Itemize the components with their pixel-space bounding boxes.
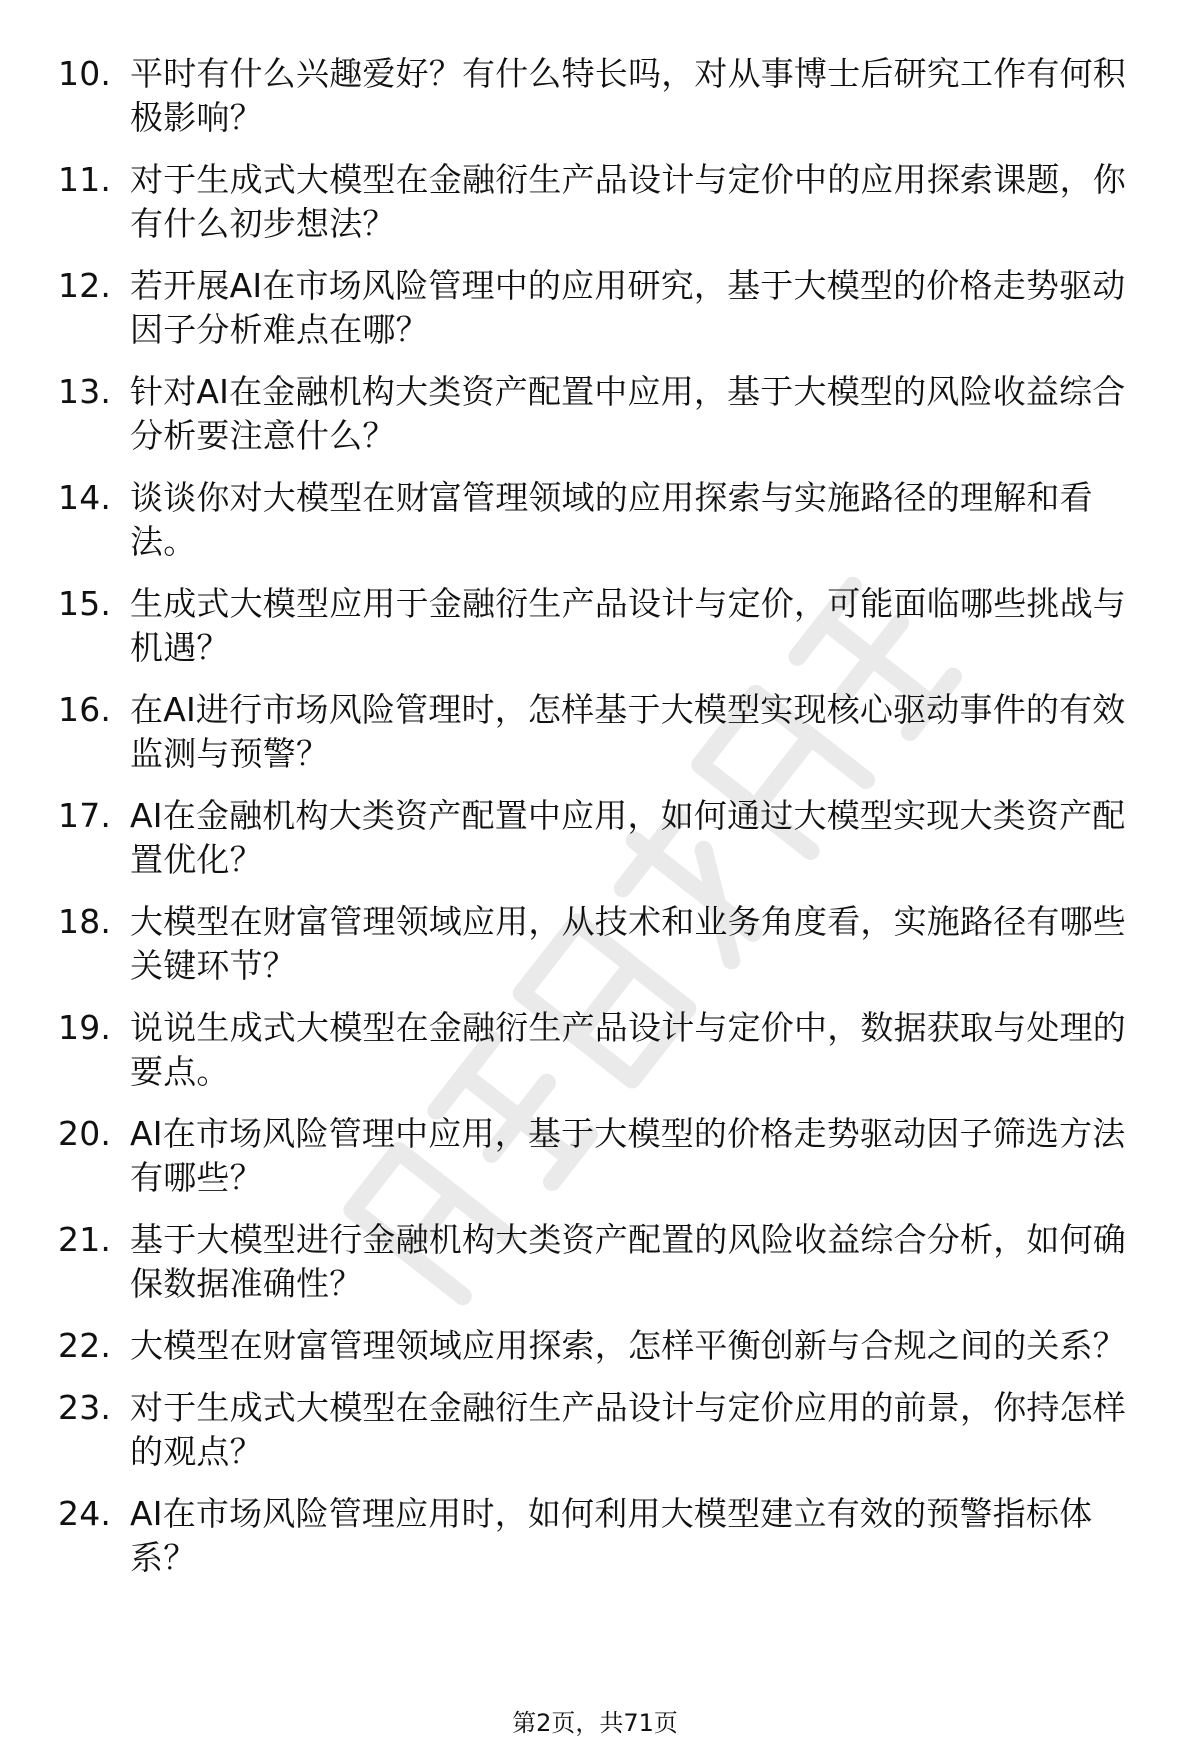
question-text: 说说生成式大模型在金融衍生产品设计与定价中，数据获取与处理的要点。 [130,1008,1126,1091]
question-number: 11. [58,160,112,199]
question-text: AI在市场风险管理应用时，如何利用大模型建立有效的预警指标体系？ [130,1494,1093,1577]
list-item [58,1492,1148,1580]
list-item [58,264,1148,352]
list-item [58,158,1148,246]
list-item [58,794,1148,882]
question-text: 对于生成式大模型在金融衍生产品设计与定价应用的前景，你持怎样的观点？ [130,1388,1126,1471]
question-text: 平时有什么兴趣爱好？有什么特长吗，对从事博士后研究工作有何积极影响？ [130,54,1126,137]
list-item [58,476,1148,564]
question-number: 14. [58,478,112,517]
question-number: 15. [58,584,112,623]
list-item [58,1386,1148,1474]
question-list [58,52,1148,1598]
question-text: 谈谈你对大模型在财富管理领域的应用探索与实施路径的理解和看法。 [130,478,1093,561]
question-number: 22. [58,1326,112,1365]
list-item [58,688,1148,776]
question-text: 基于大模型进行金融机构大类资产配置的风险收益综合分析，如何确保数据准确性？ [130,1220,1126,1303]
question-number: 10. [58,54,112,93]
list-item [58,1112,1148,1200]
question-number: 12. [58,266,112,305]
question-text: 对于生成式大模型在金融衍生产品设计与定价中的应用探索课题，你有什么初步想法？ [130,160,1126,243]
question-text: 针对AI在金融机构大类资产配置中应用，基于大模型的风险收益综合分析要注意什么？ [130,372,1126,455]
question-text: AI在市场风险管理中应用，基于大模型的价格走势驱动因子筛选方法有哪些？ [130,1114,1126,1197]
question-number: 21. [58,1220,112,1259]
list-item [58,1006,1148,1094]
question-text: AI在金融机构大类资产配置中应用，如何通过大模型实现大类资产配置优化？ [130,796,1126,879]
question-number: 18. [58,902,112,941]
page-number-footer: 第2页，共71页 [512,1709,678,1737]
question-number: 20. [58,1114,112,1153]
question-text: 在AI进行市场风险管理时，怎样基于大模型实现核心驱动事件的有效监测与预警？ [130,690,1126,773]
question-text: 大模型在财富管理领域应用探索，怎样平衡创新与合规之间的关系？ [130,1326,1126,1365]
question-number: 16. [58,690,112,729]
list-item [58,582,1148,670]
question-number: 19. [58,1008,112,1047]
question-number: 13. [58,372,112,411]
list-item [58,1324,1148,1368]
list-item [58,900,1148,988]
list-item [58,1218,1148,1306]
question-number: 23. [58,1388,112,1427]
list-item [58,370,1148,458]
question-text: 大模型在财富管理领域应用，从技术和业务角度看，实施路径有哪些关键环节？ [130,902,1126,985]
question-number: 17. [58,796,112,835]
question-text: 若开展AI在市场风险管理中的应用研究，基于大模型的价格走势驱动因子分析难点在哪？ [130,266,1126,349]
list-item [58,52,1148,140]
question-number: 24. [58,1494,112,1533]
question-text: 生成式大模型应用于金融衍生产品设计与定价，可能面临哪些挑战与机遇？ [130,584,1126,667]
